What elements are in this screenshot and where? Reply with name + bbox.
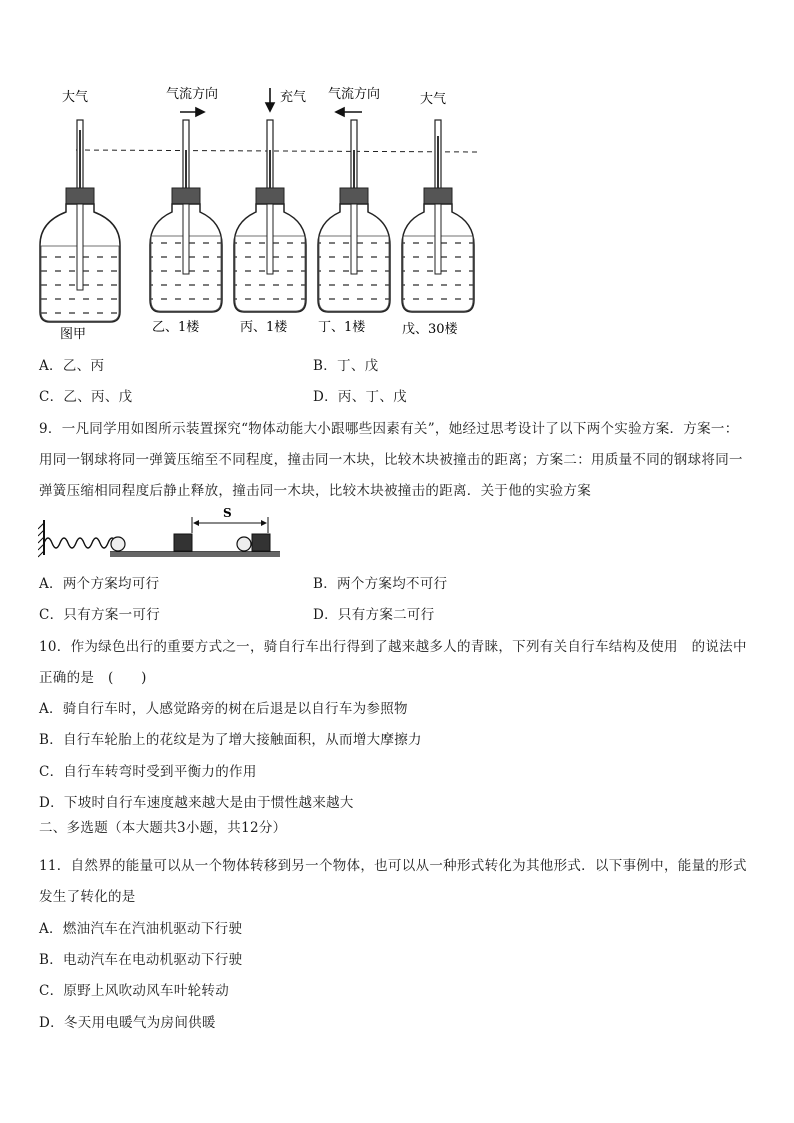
- inflate-arrow-down-icon: [266, 88, 274, 111]
- label-atmosphere-right: 大气: [420, 92, 447, 107]
- label-airflow-1: 气流方向: [166, 87, 219, 102]
- q10-option-c: C．自行车转弯时受到平衡力的作用: [39, 764, 257, 780]
- bottles-figure: [0, 0, 794, 345]
- q8-option-c: C．乙、丙、戊: [39, 389, 133, 405]
- bottle-ding: [318, 120, 390, 312]
- q10-text-line-1: 10．作为绿色出行的重要方式之一，骑自行车出行得到了越来越多人的青睐，下列有关自行车结构及使用 的说法中: [39, 639, 747, 655]
- steel-ball-icon: [237, 537, 251, 551]
- wooden-block-icon: [252, 534, 270, 551]
- bottle-wu: [402, 120, 474, 312]
- airflow-arrow-right-icon: [180, 108, 204, 116]
- label-atmosphere-left: 大气: [62, 90, 89, 105]
- q11-option-b: B．电动汽车在电动机驱动下行驶: [39, 952, 243, 968]
- spring-ball-block-figure: [38, 505, 288, 560]
- q11-option-c: C．原野上风吹动风车叶轮转动: [39, 983, 230, 999]
- q9-option-c: C．只有方案一可行: [39, 607, 161, 623]
- q9-option-b: B．两个方案均不可行: [313, 576, 448, 592]
- airflow-arrow-left-icon: [336, 108, 362, 116]
- q9-text-line-2: 用同一钢球将同一弹簧压缩至不同程度，撞击同一木块，比较木块被撞击的距离；方案二：用质量不同的钢球将同一: [39, 452, 743, 468]
- distance-label-s: S: [223, 506, 232, 520]
- caption-wu: 戊、30楼: [402, 322, 458, 337]
- spring-icon: [44, 538, 116, 548]
- caption-yi: 乙、1楼: [152, 320, 200, 335]
- q11-text-line-1: 11．自然界的能量可以从一个物体转移到另一个物体，也可以从一种形式转化为其他形式．以下事例中，能量的形式: [39, 858, 747, 874]
- caption-jia: 图甲: [60, 327, 87, 342]
- wooden-block-icon: [174, 534, 192, 551]
- q9-option-a: A．两个方案均可行: [39, 576, 160, 592]
- q11-option-a: A．燃油汽车在汽油机驱动下行驶: [39, 921, 243, 937]
- q11-option-d: D．冬天用电暖气为房间供暖: [39, 1015, 216, 1031]
- section-heading: 二、多选题（本大题共3小题，共12分）: [39, 820, 287, 836]
- q10-option-a: A．骑自行车时，人感觉路旁的树在后退是以自行车为参照物: [39, 701, 408, 717]
- q10-option-b: B．自行车轮胎上的花纹是为了增大接触面积，从而增大摩擦力: [39, 732, 422, 748]
- q10-option-d: D．下坡时自行车速度越来越大是由于惯性越来越大: [39, 795, 354, 811]
- steel-ball-icon: [111, 537, 125, 551]
- label-inflate: 充气: [280, 90, 307, 105]
- caption-ding: 丁、1楼: [318, 320, 366, 335]
- q10-text-line-2: 正确的是 ( ): [39, 670, 147, 686]
- q9-text-line-3: 弹簧压缩相同程度后静止释放，撞击同一木块，比较木块被撞击的距离．关于他的实验方案: [39, 483, 591, 499]
- q9-text-line-1: 9．一凡同学用如图所示装置探究“物体动能大小跟哪些因素有关”，她经过思考设计了以下两个实验方案．方案一：: [39, 421, 739, 437]
- bottle-yi: [150, 120, 222, 312]
- caption-bing: 丙、1楼: [240, 320, 288, 335]
- q8-option-d: D．丙、丁、戊: [313, 389, 407, 405]
- reference-dashed-line: [76, 150, 478, 152]
- q9-option-d: D．只有方案二可行: [313, 607, 435, 623]
- bottle-bing: [234, 120, 306, 312]
- q11-text-line-2: 发生了转化的是: [39, 889, 136, 905]
- q8-option-a: A．乙、丙: [39, 358, 105, 374]
- label-airflow-2: 气流方向: [328, 87, 381, 102]
- q8-option-b: B．丁、戊: [313, 358, 379, 374]
- bottle-jia: [40, 120, 120, 322]
